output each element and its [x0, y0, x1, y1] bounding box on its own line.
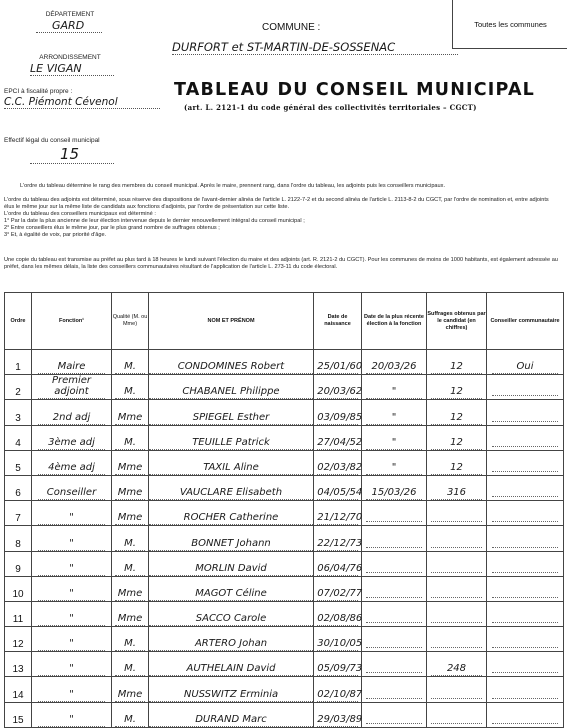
- table-row: [5, 551, 564, 576]
- name-cell: [149, 551, 314, 576]
- fonction-cell: [32, 551, 112, 576]
- election-cell: [362, 551, 427, 576]
- fonction-cell: [32, 627, 112, 652]
- election-cell: [362, 400, 427, 425]
- name-cell-value: VAUCLARE Elisabeth: [149, 487, 313, 500]
- naissance-cell-value: 20/03/62: [317, 386, 363, 398]
- suffrages-cell-value: [431, 686, 482, 699]
- election-cell-value: [366, 711, 421, 724]
- communautaire-cell: [487, 576, 564, 601]
- qualite-cell: [112, 627, 149, 652]
- qualite-cell-value: Mme: [115, 588, 146, 601]
- communautaire-cell: [487, 627, 564, 652]
- page-subtitle: (art. L. 2121-1 du code général des collectivités territoriales – CGCT): [184, 103, 477, 112]
- qualite-cell-value: M.: [115, 563, 146, 576]
- naissance-cell-value: 02/03/82: [317, 461, 363, 473]
- naissance-cell-value: 21/12/70: [317, 512, 363, 524]
- header-suffrages: Suffrages obtenus par le candidat (en chiffres): [427, 293, 487, 350]
- name-cell: [149, 677, 314, 702]
- suffrages-cell: [427, 601, 487, 626]
- qualite-cell: [112, 400, 149, 425]
- naissance-cell: [314, 400, 362, 425]
- name-cell-value: NUSSWITZ Erminia: [149, 689, 313, 702]
- name-cell-value: TAXIL Aline: [149, 462, 313, 475]
- fonction-cell-value: ": [38, 663, 106, 676]
- naissance-cell: [314, 375, 362, 400]
- ordre-cell: [5, 501, 32, 526]
- ordre-cell: [5, 400, 32, 425]
- ordre-cell-value: 11: [12, 614, 24, 626]
- suffrages-cell-value: 248: [431, 663, 482, 676]
- name-cell: [149, 627, 314, 652]
- ordre-cell: [5, 526, 32, 551]
- name-cell-value: CHABANEL Philippe: [149, 386, 313, 399]
- header-naissance: Date de naissance: [314, 293, 362, 350]
- communautaire-cell-value: [492, 560, 557, 573]
- naissance-cell: [314, 702, 362, 727]
- naissance-cell: [314, 475, 362, 500]
- name-cell: [149, 652, 314, 677]
- ordre-cell-value: 15: [12, 714, 24, 726]
- election-cell-value: [366, 686, 421, 699]
- naissance-cell-value: 27/04/52: [317, 436, 363, 448]
- naissance-cell: [314, 501, 362, 526]
- table-row: [5, 526, 564, 551]
- council-table: [4, 292, 564, 728]
- name-cell-value: TEUILLE Patrick: [149, 437, 313, 450]
- ordre-cell: [5, 601, 32, 626]
- ordre-cell: [5, 475, 32, 500]
- fonction-cell-value: ": [38, 538, 106, 551]
- fonction-cell: [32, 702, 112, 727]
- fonction-cell: [32, 601, 112, 626]
- suffrages-cell-value: [431, 610, 482, 623]
- departement-value: GARD: [36, 19, 102, 33]
- table-row: [5, 501, 564, 526]
- fonction-cell-value: ": [38, 689, 106, 702]
- suffrages-cell-value: 12: [431, 386, 482, 399]
- name-cell: [149, 501, 314, 526]
- arrondissement-label: ARRONDISSEMENT: [39, 54, 101, 61]
- communautaire-cell-value: [492, 660, 557, 673]
- qualite-cell: [112, 425, 149, 450]
- communautaire-cell-value: [492, 635, 557, 648]
- name-cell-value: MORLIN David: [149, 563, 313, 576]
- communautaire-cell: [487, 450, 564, 475]
- suffrages-cell: [427, 551, 487, 576]
- ordre-cell-value: 10: [12, 588, 24, 600]
- naissance-cell-value: 06/04/76: [317, 562, 363, 574]
- suffrages-cell: [427, 627, 487, 652]
- qualite-cell-value: M.: [115, 663, 146, 676]
- communautaire-cell: [487, 400, 564, 425]
- election-cell-value: [366, 535, 421, 548]
- naissance-cell: [314, 450, 362, 475]
- name-cell: [149, 350, 314, 375]
- naissance-cell: [314, 652, 362, 677]
- fonction-cell: [32, 350, 112, 375]
- election-cell-value: 15/03/26: [366, 487, 421, 500]
- qualite-cell-value: M.: [115, 638, 146, 651]
- table-row: [5, 375, 564, 400]
- qualite-cell: [112, 526, 149, 551]
- qualite-cell-value: M.: [115, 361, 146, 374]
- naissance-cell-value: 22/12/73: [317, 537, 363, 549]
- communautaire-cell-value: [492, 535, 557, 548]
- communautaire-cell: [487, 526, 564, 551]
- communautaire-cell: [487, 652, 564, 677]
- name-cell: [149, 576, 314, 601]
- qualite-cell-value: Mme: [115, 689, 146, 702]
- table-row: [5, 627, 564, 652]
- table-row: [5, 576, 564, 601]
- name-cell: [149, 375, 314, 400]
- ordre-cell: [5, 375, 32, 400]
- suffrages-cell-value: 12: [431, 361, 482, 374]
- suffrages-cell-value: 12: [431, 412, 482, 425]
- fonction-cell: [32, 652, 112, 677]
- suffrages-cell: [427, 425, 487, 450]
- name-cell: [149, 450, 314, 475]
- fonction-cell-value: ": [38, 714, 106, 727]
- qualite-cell-value: Mme: [115, 613, 146, 626]
- table-header-row: [5, 293, 564, 350]
- suffrages-cell: [427, 375, 487, 400]
- election-cell-value: ": [366, 462, 421, 475]
- communautaire-cell: [487, 677, 564, 702]
- suffrages-cell-value: 316: [431, 487, 482, 500]
- fonction-cell-value: Premier adjoint: [38, 375, 106, 399]
- effectif-value: 15: [30, 145, 114, 164]
- election-cell: [362, 576, 427, 601]
- communautaire-cell-value: [492, 686, 557, 699]
- election-cell: [362, 425, 427, 450]
- ordre-cell-value: 2: [15, 387, 21, 399]
- page-title: TABLEAU DU CONSEIL MUNICIPAL: [174, 80, 536, 100]
- ordre-cell-value: 7: [15, 513, 21, 525]
- ordre-cell: [5, 551, 32, 576]
- name-cell-value: SPIEGEL Esther: [149, 412, 313, 425]
- qualite-cell: [112, 652, 149, 677]
- communautaire-cell: [487, 350, 564, 375]
- name-cell-value: DURAND Marc: [149, 714, 313, 727]
- fonction-cell-value: 2nd adj: [38, 412, 106, 425]
- fonction-cell-value: ": [38, 613, 106, 626]
- effectif-label: Effectif légal du conseil municipal: [4, 137, 100, 144]
- fonction-cell: [32, 475, 112, 500]
- ordre-cell: [5, 677, 32, 702]
- communautaire-cell-value: [492, 711, 557, 724]
- ordre-cell: [5, 652, 32, 677]
- election-cell-value: [366, 610, 421, 623]
- toutes-communes-label: Toutes les communes: [474, 20, 547, 29]
- instruction-p1: L'ordre du tableau détermine le rang des membres du conseil municipal. Après le maire, prennent rang, dans l'ordre du tableau, les adjoints puis les conseillers municipaux.: [20, 183, 446, 189]
- communautaire-cell-value: [492, 383, 557, 396]
- election-cell: [362, 501, 427, 526]
- fonction-cell-value: 3ème adj: [38, 437, 106, 450]
- election-cell: [362, 475, 427, 500]
- communautaire-cell: [487, 551, 564, 576]
- naissance-cell-value: 30/10/05: [317, 638, 363, 650]
- qualite-cell-value: M.: [115, 714, 146, 727]
- ordre-cell: [5, 627, 32, 652]
- suffrages-cell-value: 12: [431, 462, 482, 475]
- election-cell: [362, 526, 427, 551]
- name-cell-value: MAGOT Céline: [149, 588, 313, 601]
- naissance-cell: [314, 601, 362, 626]
- fonction-cell-value: ": [38, 563, 106, 576]
- election-cell: [362, 627, 427, 652]
- header-nom: NOM ET PRÉNOM: [149, 293, 314, 350]
- ordre-cell-value: 3: [15, 412, 21, 424]
- suffrages-cell-value: 12: [431, 437, 482, 450]
- qualite-cell: [112, 677, 149, 702]
- fonction-cell-value: ": [38, 588, 106, 601]
- naissance-cell-value: 04/05/54: [317, 487, 363, 499]
- ordre-cell: [5, 350, 32, 375]
- fonction-cell-value: 4ème adj: [38, 462, 106, 475]
- qualite-cell: [112, 501, 149, 526]
- header-election: Date de la plus récente élection à la fonction: [362, 293, 427, 350]
- fonction-cell-value: ": [38, 638, 106, 651]
- commune-value: DURFORT et ST-MARTIN-DE-SOSSENAC: [172, 40, 458, 55]
- ordre-cell-value: 13: [12, 664, 24, 676]
- instruction-p7: Une copie du tableau est transmise au préfet au plus tard à 18 heures le lundi suivant l'élection du maire et des adjoints (art. R. 2121-2 du CGCT). Pour les communes de moins de 1000 habitants, est également adressée au préfet, dans les mêmes délais, la liste des conseillers communautaires résultant de l'application de l'article L. 273-11 du code électoral.: [4, 257, 558, 270]
- commune-label: COMMUNE :: [262, 22, 321, 33]
- table-row: [5, 450, 564, 475]
- departement-label: DÉPARTEMENT: [45, 11, 95, 18]
- qualite-cell-value: Mme: [115, 412, 146, 425]
- election-cell-value: [366, 635, 421, 648]
- qualite-cell: [112, 375, 149, 400]
- communautaire-cell-value: [492, 610, 557, 623]
- suffrages-cell: [427, 350, 487, 375]
- suffrages-cell-value: [431, 509, 482, 522]
- election-cell: [362, 375, 427, 400]
- qualite-cell-value: M.: [115, 437, 146, 450]
- communautaire-cell: [487, 475, 564, 500]
- communautaire-cell-value: [492, 509, 557, 522]
- naissance-cell: [314, 350, 362, 375]
- suffrages-cell-value: [431, 560, 482, 573]
- fonction-cell: [32, 576, 112, 601]
- ordre-cell-value: 12: [12, 639, 24, 651]
- naissance-cell-value: 25/01/60: [317, 361, 363, 373]
- naissance-cell-value: 29/03/89: [317, 713, 363, 725]
- naissance-cell: [314, 425, 362, 450]
- fonction-cell: [32, 400, 112, 425]
- fonction-cell: [32, 425, 112, 450]
- instruction-p6: 3° Et, à égalité de voix, par priorité d'âge.: [4, 232, 107, 238]
- name-cell: [149, 601, 314, 626]
- naissance-cell: [314, 551, 362, 576]
- naissance-cell-value: 05/09/73: [317, 663, 363, 675]
- communautaire-cell: [487, 702, 564, 727]
- election-cell-value: [366, 660, 421, 673]
- communautaire-cell: [487, 375, 564, 400]
- table-row: [5, 677, 564, 702]
- header-ordre: Ordre: [5, 293, 32, 350]
- suffrages-cell: [427, 576, 487, 601]
- name-cell: [149, 526, 314, 551]
- suffrages-cell: [427, 702, 487, 727]
- fonction-cell: [32, 677, 112, 702]
- name-cell-value: AUTHELAIN David: [149, 663, 313, 676]
- communautaire-cell-value: [492, 484, 557, 497]
- election-cell: [362, 652, 427, 677]
- name-cell: [149, 400, 314, 425]
- election-cell-value: [366, 509, 421, 522]
- election-cell: [362, 677, 427, 702]
- table-row: [5, 601, 564, 626]
- suffrages-cell-value: [431, 711, 482, 724]
- epci-value: C.C. Piémont Cévenol: [4, 96, 160, 109]
- instruction-p5: 2° Entre conseillers élus le même jour, par le plus grand nombre de suffrages obtenus ;: [4, 225, 220, 231]
- qualite-cell-value: Mme: [115, 462, 146, 475]
- fonction-cell: [32, 375, 112, 400]
- qualite-cell: [112, 475, 149, 500]
- election-cell-value: ": [366, 412, 421, 425]
- election-cell: [362, 601, 427, 626]
- election-cell-value: [366, 585, 421, 598]
- ordre-cell: [5, 425, 32, 450]
- fonction-cell: [32, 450, 112, 475]
- table-row: [5, 475, 564, 500]
- election-cell: [362, 702, 427, 727]
- communautaire-cell: [487, 425, 564, 450]
- communautaire-cell-value: [492, 434, 557, 447]
- table-row: [5, 702, 564, 727]
- ordre-cell-value: 1: [15, 362, 21, 374]
- name-cell-value: BONNET Johann: [149, 538, 313, 551]
- name-cell: [149, 702, 314, 727]
- naissance-cell: [314, 526, 362, 551]
- naissance-cell-value: 02/08/86: [317, 613, 363, 625]
- table-row: [5, 350, 564, 375]
- epci-label: EPCI à fiscalité propre :: [4, 88, 73, 95]
- communautaire-cell: [487, 601, 564, 626]
- naissance-cell-value: 07/02/77: [317, 587, 363, 599]
- naissance-cell: [314, 677, 362, 702]
- instruction-p2: L'ordre du tableau des adjoints est déterminé, sous réserve des dispositions de l'avant-dernier alinéa de l'article L. 2122-7-2 et du second alinéa de l'article L. 2113-8-2 du CGCT, par l'ordre de nomination et, entre adjoints élus le même jour sur la même liste de candidats aux fonctions d'adjoints, par l'ordre de présentation sur cette liste.: [4, 197, 549, 210]
- ordre-cell: [5, 702, 32, 727]
- election-cell-value: ": [366, 437, 421, 450]
- fonction-cell-value: ": [38, 512, 106, 525]
- ordre-cell-value: 5: [15, 462, 21, 474]
- name-cell-value: SACCO Carole: [149, 613, 313, 626]
- fonction-cell-value: Maire: [38, 361, 106, 374]
- fonction-cell: [32, 501, 112, 526]
- qualite-cell: [112, 576, 149, 601]
- header-fonction: Fonction¹: [32, 293, 112, 350]
- qualite-cell: [112, 702, 149, 727]
- instruction-p4: 1° Par la date la plus ancienne de leur élection intervenue depuis le dernier renouvellement intégral du conseil municipal ;: [4, 218, 305, 224]
- qualite-cell: [112, 551, 149, 576]
- fonction-cell-value: Conseiller: [38, 487, 106, 500]
- qualite-cell-value: M.: [115, 538, 146, 551]
- instruction-p3: L'ordre du tableau des conseillers municipaux est déterminé :: [4, 211, 156, 217]
- suffrages-cell: [427, 450, 487, 475]
- naissance-cell: [314, 627, 362, 652]
- ordre-cell: [5, 450, 32, 475]
- election-cell-value: ": [366, 386, 421, 399]
- communautaire-cell: [487, 501, 564, 526]
- communautaire-cell-value: [492, 585, 557, 598]
- toutes-communes-box: [452, 0, 567, 49]
- table-row: [5, 400, 564, 425]
- name-cell: [149, 425, 314, 450]
- election-cell: [362, 350, 427, 375]
- communautaire-cell-value: Oui: [492, 361, 557, 374]
- suffrages-cell-value: [431, 585, 482, 598]
- suffrages-cell: [427, 526, 487, 551]
- suffrages-cell-value: [431, 635, 482, 648]
- suffrages-cell: [427, 501, 487, 526]
- arrondissement-value: LE VIGAN: [30, 62, 114, 76]
- qualite-cell: [112, 350, 149, 375]
- qualite-cell-value: Mme: [115, 512, 146, 525]
- qualite-cell-value: M.: [115, 386, 146, 399]
- table-row: [5, 652, 564, 677]
- ordre-cell-value: 14: [12, 689, 24, 701]
- suffrages-cell: [427, 677, 487, 702]
- ordre-cell-value: 9: [15, 563, 21, 575]
- naissance-cell-value: 03/09/85: [317, 411, 363, 423]
- ordre-cell-value: 8: [15, 538, 21, 550]
- naissance-cell-value: 02/10/87: [317, 688, 363, 700]
- fonction-cell: [32, 526, 112, 551]
- name-cell-value: CONDOMINES Robert: [149, 361, 313, 374]
- suffrages-cell: [427, 652, 487, 677]
- qualite-cell-value: Mme: [115, 487, 146, 500]
- communautaire-cell-value: [492, 459, 557, 472]
- election-cell-value: [366, 560, 421, 573]
- ordre-cell-value: 6: [15, 488, 21, 500]
- qualite-cell: [112, 601, 149, 626]
- election-cell: [362, 450, 427, 475]
- table-row: [5, 425, 564, 450]
- name-cell-value: ARTERO Johan: [149, 638, 313, 651]
- communautaire-cell-value: [492, 409, 557, 422]
- suffrages-cell: [427, 475, 487, 500]
- naissance-cell: [314, 576, 362, 601]
- ordre-cell-value: 4: [15, 437, 21, 449]
- ordre-cell: [5, 576, 32, 601]
- header-communautaire: Conseiller communautaire: [487, 293, 564, 350]
- name-cell-value: ROCHER Catherine: [149, 512, 313, 525]
- header-qualite: Qualité (M. ou Mme): [112, 293, 149, 350]
- suffrages-cell: [427, 400, 487, 425]
- name-cell: [149, 475, 314, 500]
- suffrages-cell-value: [431, 535, 482, 548]
- qualite-cell: [112, 450, 149, 475]
- election-cell-value: 20/03/26: [366, 361, 421, 374]
